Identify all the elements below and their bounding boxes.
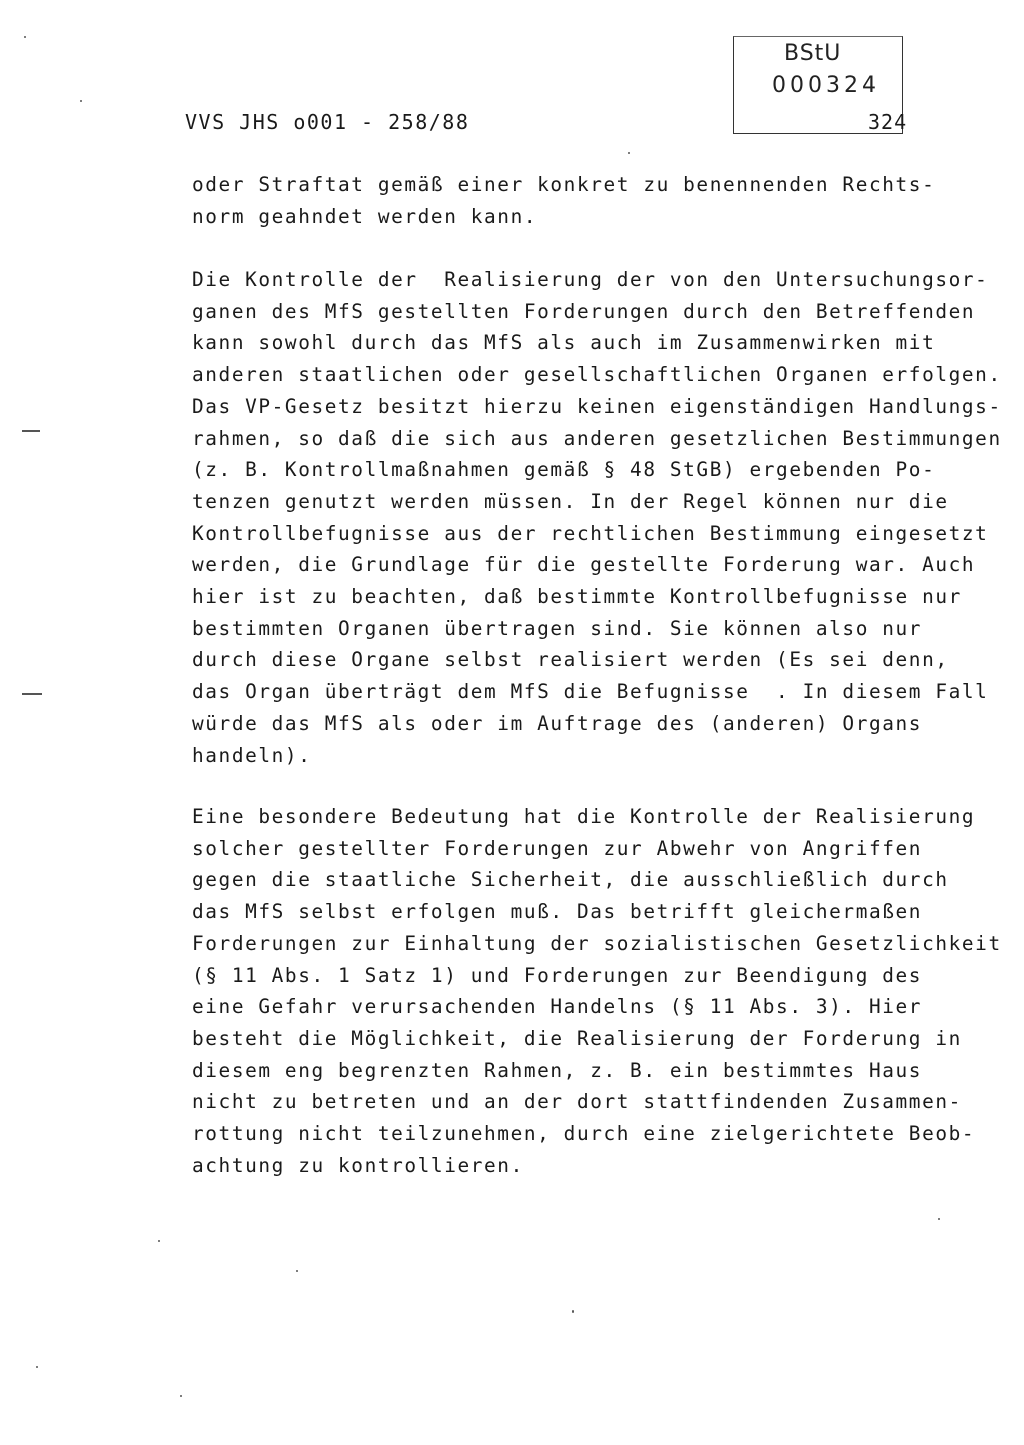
text-line: durch diese Organe selbst realisiert werden (Es sei denn, [192,648,949,672]
stamp-archive-number: 000324 [772,73,880,98]
text-line: Kontrollbefugnisse aus der rechtlichen Bestimmung eingesetzt [192,521,989,545]
scan-mark [22,430,40,432]
text-line: handeln). [192,743,312,767]
body-paragraph-1 [192,169,935,232]
text-line: hier ist zu beachten, daß bestimmte Kontrollbefugnisse nur [192,585,962,609]
scan-speck [158,1240,160,1242]
scan-speck [36,1366,38,1368]
text-line: anderen staatlichen oder gesellschaftlichen Organen erfolgen. [192,363,1002,387]
text-line: das Organ überträgt dem MfS die Befugnisse . In diesem Fall [192,680,989,704]
text-line: (z. B. Kontrollmaßnahmen gemäß § 48 StGB) ergebenden Po- [192,458,936,482]
text-line: würde das MfS als oder im Auftrage des (anderen) Organs [192,711,923,735]
document-reference: VVS JHS o001 - 258/88 [185,110,470,134]
scan-speck [628,152,630,154]
scan-speck [80,100,82,102]
text-line: kann sowohl durch das MfS als auch im Zusammenwirken mit [192,331,936,355]
text-line: diesem eng begrenzten Rahmen, z. B. ein bestimmtes Haus [192,1058,923,1082]
scan-speck [572,1310,574,1313]
text-line: bestimmten Organen übertragen sind. Sie können also nur [192,616,923,640]
text-line: Das VP-Gesetz besitzt hierzu keinen eigenständigen Handlungs- [192,394,1002,418]
scan-mark [22,693,42,695]
text-line: oder Straftat gemäß einer konkret zu benennenden Rechts- [192,173,936,196]
text-line: besteht die Möglichkeit, die Realisierung der Forderung in [192,1026,962,1050]
text-line: (§ 11 Abs. 1 Satz 1) und Forderungen zur Beendigung des [192,963,923,987]
text-line: norm geahndet werden kann. [192,204,538,228]
text-line: nicht zu betreten und an der dort stattfindenden Zusammen- [192,1090,962,1114]
text-line: das MfS selbst erfolgen muß. Das betrifft gleichermaßen [192,900,923,924]
text-line: ganen des MfS gestellten Forderungen durch den Betreffenden [192,299,976,323]
text-line: solcher gestellter Forderungen zur Abwehr von Angriffen [192,836,923,860]
text-line: werden, die Grundlage für die gestellte Forderung war. Auch [192,553,976,577]
text-line: rahmen, so daß die sich aus anderen gesetzlichen Bestimmungen [192,426,1002,450]
text-line: Die Kontrolle der Realisierung der von den Untersuchungsor- [192,268,989,291]
scan-speck [296,1270,298,1272]
text-line: Forderungen zur Einhaltung der sozialistischen Gesetzlichkeit [192,931,1002,955]
body-paragraph-3 [192,801,1002,1181]
text-line: tenzen genutzt werden müssen. In der Regel können nur die [192,489,949,513]
text-line: gegen die staatliche Sicherheit, die ausschließlich durch [192,868,949,892]
text-line: rottung nicht teilzunehmen, durch eine zielgerichtete Beob- [192,1122,976,1146]
scan-speck [180,1395,182,1397]
body-paragraph-2 [192,264,1002,771]
text-line: achtung zu kontrollieren. [192,1153,524,1177]
scan-speck [938,1218,940,1220]
stamp-archive-label: BStU [784,41,842,66]
page-number: 324 [868,110,908,134]
text-line: eine Gefahr verursachenden Handelns (§ 11 Abs. 3). Hier [192,995,923,1019]
scan-speck [24,36,26,38]
text-line: Eine besondere Bedeutung hat die Kontrolle der Realisierung [192,805,976,828]
